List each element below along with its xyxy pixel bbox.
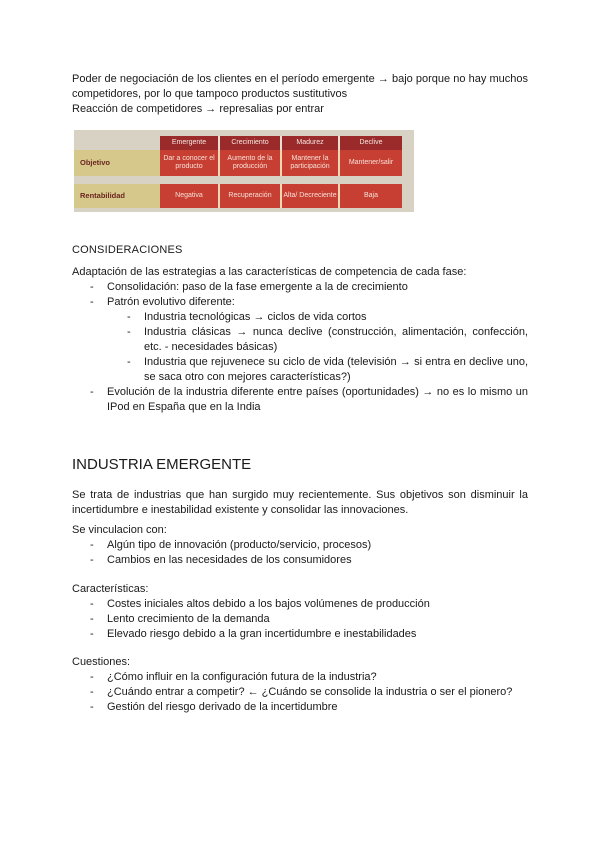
list-item xyxy=(72,670,528,685)
table-cell: Aumento de la producción xyxy=(220,150,282,176)
section-heading-industria-emergente: INDUSTRIA EMERGENTE xyxy=(72,456,252,473)
list-item-text: Elevado riesgo debido a la gran incertidumbre e inestabilidades xyxy=(107,628,417,640)
list-item-text: Consolidación: paso de la fase emergente a la de crecimiento xyxy=(107,281,408,293)
table-row-label: Rentabilidad xyxy=(74,184,160,208)
list-item xyxy=(72,627,528,642)
phases-table-image xyxy=(74,130,414,212)
list-item-text: Lento crecimiento de la demanda xyxy=(107,613,270,625)
list-item-text: Evolución de la industria diferente entre países (oportunidades) → no es lo mismo un IPod en España que en la India xyxy=(107,386,528,413)
table-cell: Mantener/salir xyxy=(340,150,402,176)
intro-line-reaction: Reacción de competidores → represalias por entrar xyxy=(72,103,324,115)
list-item xyxy=(72,685,528,700)
list-item-text: Industria clásicas → nunca declive (construcción, alimentación, confección, etc. - necesidades básicas) xyxy=(144,326,528,353)
sublist-item xyxy=(107,325,528,355)
table-cell: Recuperación xyxy=(220,184,282,208)
vinculacion-list xyxy=(72,538,528,568)
list-item-text: Cambios en las necesidades de los consumidores xyxy=(107,554,352,566)
list-item-text: Costes iniciales altos debido a los bajos volúmenes de producción xyxy=(107,598,430,610)
table-header-cell: Madurez xyxy=(282,136,340,150)
table-cell: Baja xyxy=(340,184,402,208)
table-cell: Negativa xyxy=(160,184,220,208)
list-item xyxy=(72,597,528,612)
cuestiones-list xyxy=(72,670,528,715)
list-item xyxy=(72,612,528,627)
list-item xyxy=(72,538,528,553)
cuestiones-label: Cuestiones: xyxy=(72,656,131,668)
table-row-rentabilidad xyxy=(74,184,402,208)
sublist xyxy=(107,310,528,385)
table-header-cell: Crecimiento xyxy=(220,136,282,150)
list-item-text: Algún tipo de innovación (producto/servicio, procesos) xyxy=(107,539,372,551)
vinculacion-label: Se vinculacion con: xyxy=(72,524,167,536)
table-header-row xyxy=(160,136,402,150)
table-cell: Mantener la participación xyxy=(282,150,340,176)
table-header-cell: Emergente xyxy=(160,136,220,150)
consideraciones-lead: Adaptación de las estrategias a las características de competencia de cada fase: xyxy=(72,266,467,278)
list-item-text: Patrón evolutivo diferente: xyxy=(107,296,235,308)
list-item-text: Industria que rejuvenece su ciclo de vida (televisión → si entra en declive uno, se saca otro con mejores características?) xyxy=(144,356,528,383)
list-item-text: ¿Cuándo entrar a competir? ← ¿Cuándo se consolide la industria o ser el pionero? xyxy=(107,686,513,698)
consideraciones-list xyxy=(72,280,528,415)
table-cell: Alta/ Decreciente xyxy=(282,184,340,208)
list-item-text: ¿Cómo influir en la configuración futura de la industria? xyxy=(107,671,377,683)
list-item xyxy=(72,385,528,415)
list-item-text: Industria tecnológicas → ciclos de vida cortos xyxy=(144,311,367,323)
list-item xyxy=(72,280,528,295)
sublist-item xyxy=(107,310,528,325)
list-item xyxy=(72,700,528,715)
table-row-objetivo xyxy=(74,150,402,176)
list-item xyxy=(72,553,528,568)
table-cell: Dar a conocer el producto xyxy=(160,150,220,176)
sublist-item xyxy=(107,355,528,385)
list-item-text: Gestión del riesgo derivado de la incertidumbre xyxy=(107,701,338,713)
table-header-cell: Declive xyxy=(340,136,402,150)
section-heading-consideraciones: CONSIDERACIONES xyxy=(72,244,183,256)
intro-paragraph: Poder de negociación de los clientes en el período emergente → bajo porque no hay muchos competidores, por lo que tampoco productos sustitutivos xyxy=(72,73,528,100)
caracteristicas-label: Características: xyxy=(72,583,149,595)
list-item xyxy=(72,295,528,385)
caracteristicas-list xyxy=(72,597,528,642)
table-row-label: Objetivo xyxy=(74,150,160,176)
emergente-intro: Se trata de industrias que han surgido muy recientemente. Sus objetivos son disminuir la incertidumbre e inestabilidad existente y consolidar las innovaciones. xyxy=(72,489,528,516)
